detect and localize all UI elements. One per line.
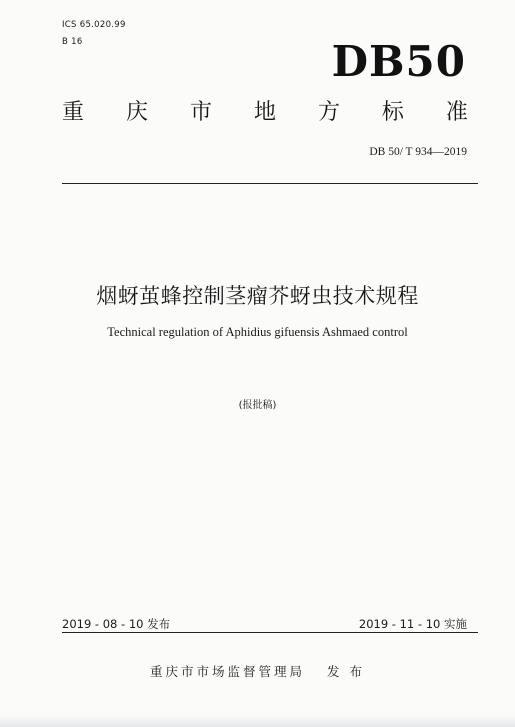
document-number: DB 50/ T 934—2019 [369,146,467,158]
issuer-name: 重庆市市场监督管理局 [150,664,306,679]
issuing-authority [0,662,515,680]
header-divider [62,183,478,184]
classification-code: B 16 [62,37,83,47]
standard-type-char: 重 [62,100,85,125]
draft-stage-label: (报批稿) [238,400,277,411]
standard-type-heading [62,95,468,126]
title-chinese: 烟蚜茧蜂控制茎瘤芥蚜虫技术规程 [96,284,419,308]
standard-type-char: 庆 [125,100,148,125]
standard-type-char: 准 [445,100,468,125]
effective-date: 2019 - 11 - 10 实施 [358,617,467,631]
standard-type-char: 地 [253,100,276,125]
standard-code-logo: DB50 [331,37,466,86]
ics-code: ICS 65.020.99 [62,20,126,30]
standard-type-char: 方 [317,100,340,125]
issue-label: 发 布 [327,664,365,679]
standard-type-char: 标 [381,100,404,125]
scan-edge-shadow [0,715,515,727]
footer-divider [62,632,478,633]
publish-date: 2019 - 08 - 10 发布 [62,617,171,631]
standard-type-char: 市 [189,100,212,125]
title-english: Technical regulation of Aphidius gifuensis Ashmaed control [107,325,408,339]
